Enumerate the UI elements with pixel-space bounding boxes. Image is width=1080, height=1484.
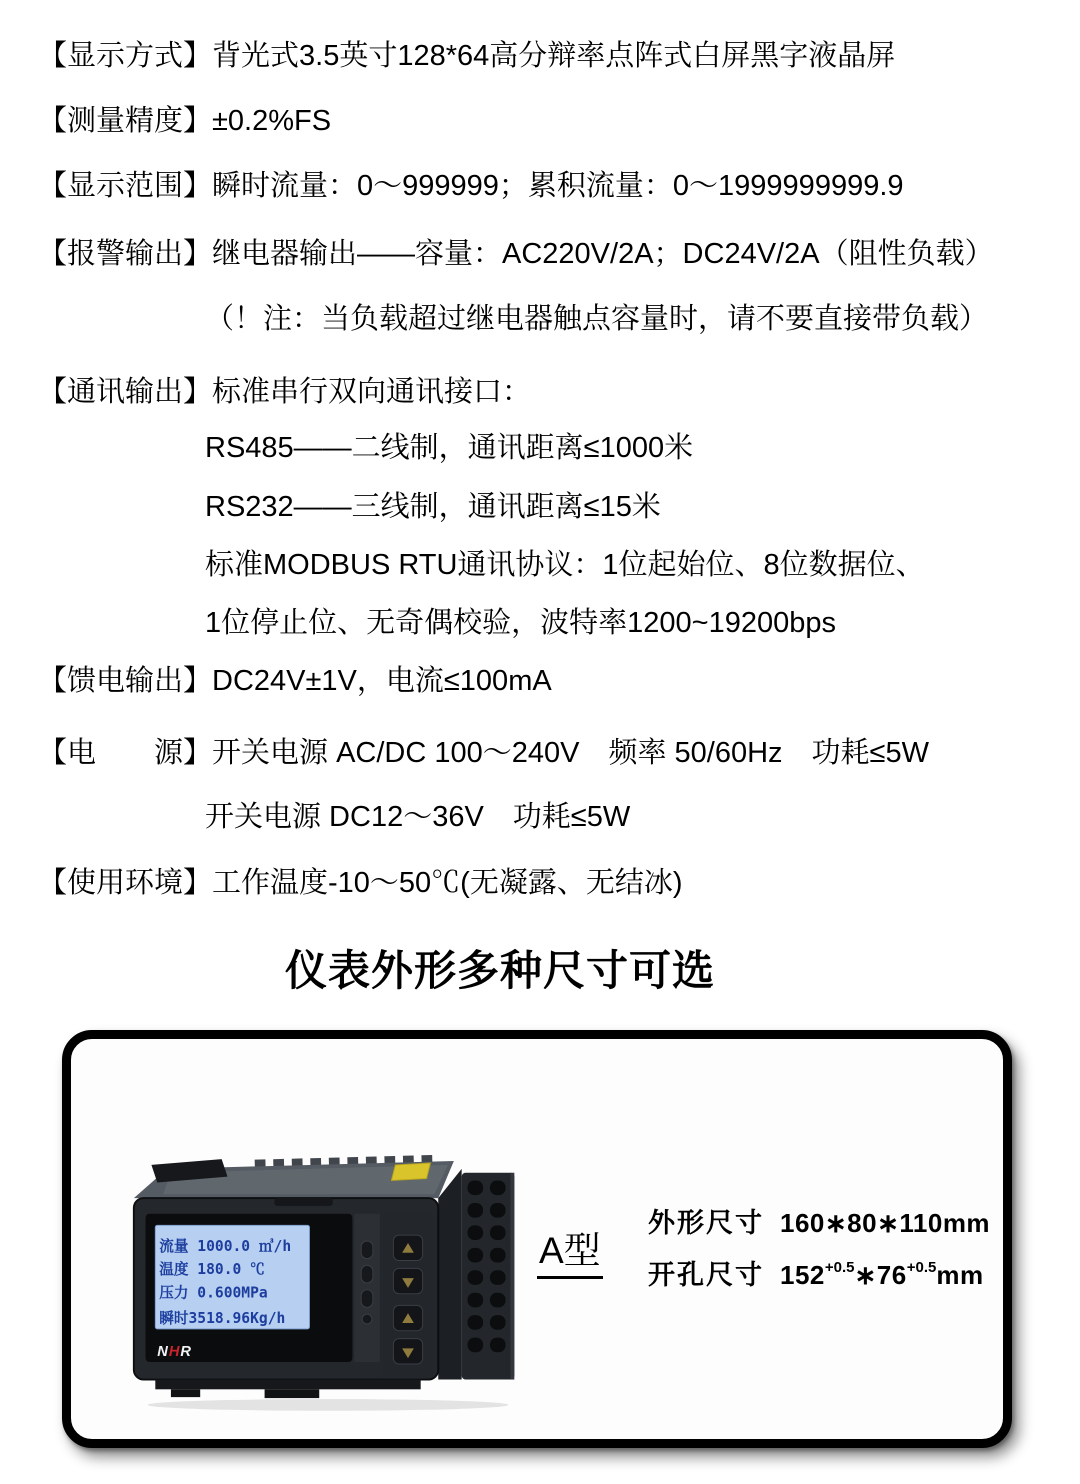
bottom-rail [155,1380,420,1390]
spec-label: 【馈电输出】 [38,665,213,697]
brand-letter-h: H [168,1344,181,1361]
pill-button-panel [354,1214,379,1362]
cutout-unit: mm [936,1260,984,1290]
brand-letter-n: N [157,1344,169,1361]
spec-row-rs232 [38,489,661,526]
spec-label: 【使用环境】 [38,867,213,899]
device-side [438,1169,461,1380]
spec-row-alarm-note [38,301,988,338]
spec-row-display-range [38,168,904,205]
spec-label: 【电 源】 [38,737,213,769]
spec-row-rs485 [38,430,693,467]
model-name: A型 [537,1220,603,1279]
fin-edge [510,1173,514,1380]
spec-row-display-mode [38,38,895,75]
spec-label: 【报警输出】 [38,238,213,270]
spec-text: 背光式3.5英寸128*64高分辩率点阵式白屏黑字液晶屏 [212,40,896,72]
device-photo [128,1151,528,1413]
spec-label: 【显示方式】 [38,40,213,72]
cutout-size-row [648,1253,984,1292]
bottom-foot [265,1389,320,1398]
spec-row-feed-output [38,663,552,700]
lcd-row-flow: 流量 1000.0 ㎥/h [159,1237,292,1255]
spec-row-modbus [38,547,925,584]
spec-text: DC24V±1V，电流≤100mA [212,665,552,697]
model-a-card [62,1030,1012,1448]
brand-letter-r: R [180,1344,192,1361]
spec-text: ±0.2%FS [212,105,332,137]
spec-text: 瞬时流量：0～999999；累积流量：0～1999999999.9 [212,170,904,202]
bottom-foot-left [171,1389,200,1397]
spec-text: RS485——二线制，通讯距离≤1000米 [205,432,694,464]
cutout-tolerance-2: +0.5 [906,1259,937,1277]
spec-label: 【通讯输出】 [38,376,213,408]
outer-size-row [648,1201,990,1240]
spec-text: RS232——三线制，通讯距离≤15米 [205,491,661,523]
device-shadow [148,1399,509,1411]
lcd-row-temperature: 温度 180.0 ℃ [159,1261,265,1279]
spec-row-accuracy [38,103,331,140]
spec-row-environment [38,865,683,902]
spec-row-alarm-output [38,236,994,273]
cutout-base: 152 [780,1260,825,1290]
spec-text: 1位停止位、无奇偶校验，波特率1200~19200bps [205,607,836,639]
label-sticker [391,1163,430,1181]
spec-row-baud [38,605,836,642]
spec-row-power-ac [38,735,929,772]
outer-size-label: 外形尺寸 [648,1208,764,1238]
cutout-size-label: 开孔尺寸 [648,1260,764,1290]
spec-label: 【显示范围】 [38,170,213,202]
cutout-tolerance-1: +0.5 [824,1259,855,1277]
spec-text: （！注：当负载超过继电器触点容量时，请不要直接带负载） [205,303,989,335]
spec-row-power-dc [38,799,630,836]
brand-logo [157,1344,192,1360]
spec-text: 开关电源 AC/DC 100～240V 频率 50/60Hz 功耗≤5W [212,737,929,769]
spec-text: 工作温度-10～50℃(无凝露、无结冰) [212,867,683,899]
lcd-row-pressure: 压力 0.600MPa [159,1284,268,1302]
bezel-notch [274,1198,333,1206]
spec-label: 【测量精度】 [38,105,213,137]
cutout-size-value [780,1260,984,1291]
spec-text: 标准串行双向通讯接口： [212,376,532,408]
spec-text: 开关电源 DC12～36V 功耗≤5W [205,801,631,833]
lcd-row-instant: 瞬时3518.96Kg/h [159,1309,286,1327]
spec-row-comm-output [38,374,531,411]
outer-size-value: 160∗80∗110mm [780,1208,991,1238]
spec-text: 继电器输出——容量：AC220V/2A；DC24V/2A（阻性负载） [212,238,994,270]
spec-text: 标准MODBUS RTU通讯协议：1位起始位、8位数据位、 [205,549,925,581]
cutout-mid: ∗76 [854,1260,907,1290]
section-heading: 仪表外形多种尺寸可选 [284,947,715,994]
